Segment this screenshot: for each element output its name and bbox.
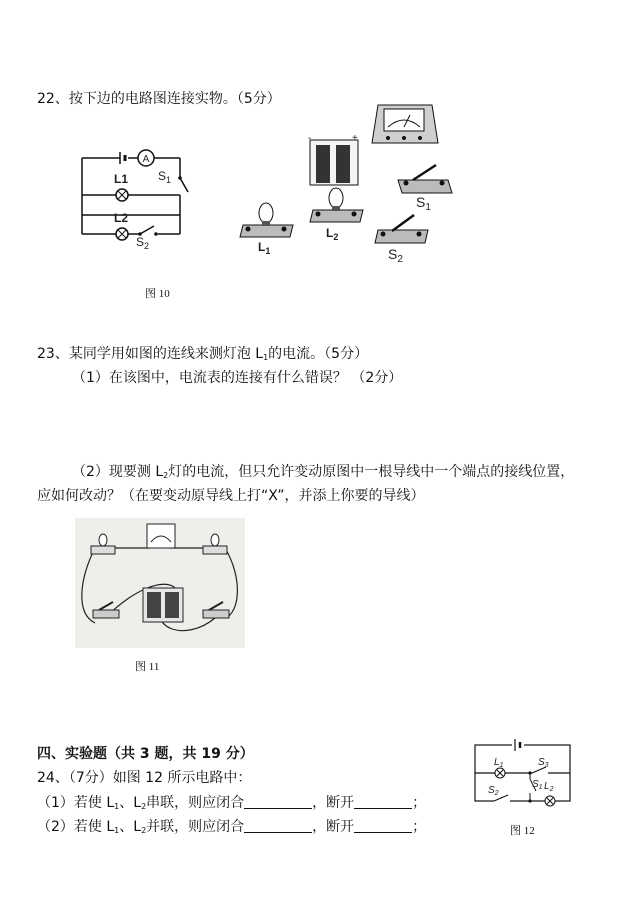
svg-text:L1: $L_1$	[494, 757, 504, 769]
svg-text:+: +	[352, 133, 358, 144]
answer-blank-close-series[interactable]	[244, 794, 312, 809]
svg-text:S2: $S_2$	[136, 235, 150, 251]
svg-text:S3: $S_3$	[538, 757, 549, 769]
q24-part2: （2）若使 $L_1$、$L_2$并联，则应闭合 ，断开 ；	[37, 819, 427, 835]
answer-blank-close-parallel[interactable]	[244, 818, 312, 833]
battery-box	[308, 133, 358, 185]
q23-part1: （1）在该图中，电流表的连接有什么错误？ （2分）	[72, 370, 403, 386]
svg-text:L2: L2	[114, 211, 129, 225]
section4-heading: 四、实验题（共 3 题，共 19 分）	[37, 746, 254, 762]
fig11-caption: 图 11	[135, 661, 160, 673]
q23-part2-line1: （2）现要测 $L_2$灯的电流，但只允许变动原图中一根导线中一个端点的接线位置，	[72, 464, 575, 480]
svg-text:S1: $S_1$	[158, 169, 172, 185]
fig10-schematic	[70, 140, 200, 250]
lamp-l1-device	[240, 203, 293, 237]
fig10-caption: 图 10	[145, 288, 170, 300]
q23-title: 23、某同学用如图的连线来测灯泡 $L_1$的电流。（5分）	[37, 346, 369, 362]
fig12-caption: 图 12	[510, 825, 535, 837]
lamp-l2-device	[310, 188, 363, 222]
q23-part2-line2: 应如何改动？（在要变动原导线上打“X”，并添上你要的导线）	[37, 488, 425, 504]
fig12-circuit	[470, 735, 580, 810]
q24-part1: （1）若使 $L_1$、$L_2$串联，则应闭合 ，断开 ；	[37, 795, 427, 811]
ammeter-device	[372, 105, 438, 143]
q24-title: 24、（7分）如图 12 所示电路中：	[37, 770, 252, 786]
fig10-components	[238, 95, 468, 265]
svg-text:L1: $L_1$	[258, 240, 271, 256]
svg-text:L2: $L_2$	[326, 226, 339, 242]
svg-text:S2: $S_2$	[388, 246, 403, 265]
switch-s2-device	[375, 215, 428, 243]
svg-text:L1: L1	[114, 172, 129, 186]
answer-blank-open-parallel[interactable]	[354, 818, 412, 833]
svg-text:A: A	[142, 154, 150, 165]
svg-text:S2: $S_2$	[488, 785, 499, 797]
svg-text:S1: $S_1$	[532, 779, 543, 791]
fig11-photo	[75, 518, 245, 648]
svg-text:-: -	[308, 133, 312, 144]
svg-text:S1: $S_1$	[416, 194, 431, 213]
svg-text:L2: $L_2$	[544, 781, 554, 793]
q22-title: 22、按下边的电路图连接实物。（5分）	[37, 91, 281, 107]
answer-blank-open-series[interactable]	[354, 794, 412, 809]
switch-s1-device	[398, 165, 452, 193]
